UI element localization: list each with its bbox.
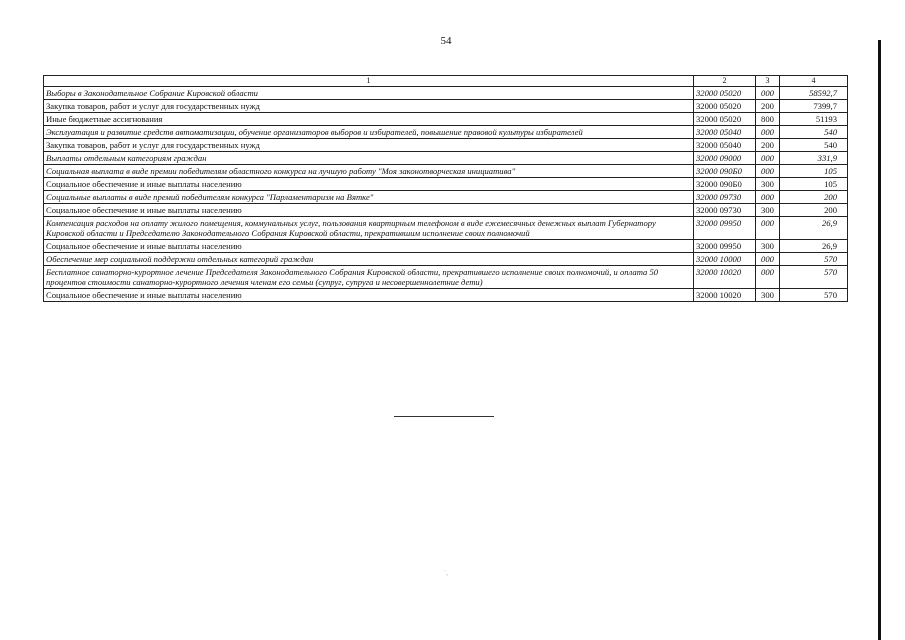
table-row	[44, 87, 848, 100]
row-expense-type: 000	[756, 126, 780, 139]
row-expense-type: 300	[756, 240, 780, 253]
header-col-4: 4	[780, 76, 848, 87]
row-expense-type: 000	[756, 217, 780, 240]
row-expense-type: 000	[756, 152, 780, 165]
table-row	[44, 178, 848, 191]
table-row	[44, 113, 848, 126]
row-expense-type: 000	[756, 266, 780, 289]
row-code: 32000 09000	[694, 152, 756, 165]
row-code: 32000 05020	[694, 87, 756, 100]
row-name: Компенсация расходов на оплату жилого помещения, коммунальных услуг, пользования квартирным телефоном в виде ежемесячных денежных выплат Губернатору Кировской области и Председателю Законодательного Собрания Кировской области, прекратившим исполнение своих полномочий	[44, 217, 694, 240]
row-amount: 58592,7	[780, 87, 848, 100]
row-amount: 570	[780, 289, 848, 302]
row-amount: 331,9	[780, 152, 848, 165]
row-name: Эксплуатация и развитие средств автоматизации, обучение организаторов выборов и избирателей, повышение правовой культуры избирателей	[44, 126, 694, 139]
row-amount: 540	[780, 139, 848, 152]
table-row	[44, 240, 848, 253]
row-code: 32000 05020	[694, 100, 756, 113]
row-expense-type: 000	[756, 87, 780, 100]
row-expense-type: 300	[756, 289, 780, 302]
row-name: Социальное обеспечение и иные выплаты населению	[44, 240, 694, 253]
header-col-2: 2	[694, 76, 756, 87]
table-row	[44, 139, 848, 152]
scan-speck: ˙ˏ	[444, 570, 448, 576]
row-amount: 51193	[780, 113, 848, 126]
row-expense-type: 200	[756, 100, 780, 113]
row-name: Выплаты отдельным категориям граждан	[44, 152, 694, 165]
table-row	[44, 152, 848, 165]
row-amount: 26,9	[780, 217, 848, 240]
row-amount: 105	[780, 165, 848, 178]
row-amount: 105	[780, 178, 848, 191]
row-amount: 26,9	[780, 240, 848, 253]
row-amount: 540	[780, 126, 848, 139]
row-amount: 7399,7	[780, 100, 848, 113]
row-code: 32000 09730	[694, 204, 756, 217]
table-row	[44, 191, 848, 204]
row-expense-type: 000	[756, 191, 780, 204]
header-col-1: 1	[44, 76, 694, 87]
row-code: 32000 09950	[694, 240, 756, 253]
row-name: Выборы в Законодательное Собрание Кировской области	[44, 87, 694, 100]
budget-table	[43, 75, 848, 302]
table-row	[44, 126, 848, 139]
table-row	[44, 165, 848, 178]
table-row	[44, 100, 848, 113]
page-number: 54	[440, 35, 452, 47]
table-row	[44, 266, 848, 289]
row-code: 32000 090Б0	[694, 165, 756, 178]
row-amount: 570	[780, 253, 848, 266]
table-header-row	[44, 76, 848, 87]
row-code: 32000 09950	[694, 217, 756, 240]
row-code: 32000 05040	[694, 139, 756, 152]
row-expense-type: 000	[756, 165, 780, 178]
row-code: 32000 10020	[694, 289, 756, 302]
row-code: 32000 09730	[694, 191, 756, 204]
table-row	[44, 253, 848, 266]
row-name: Закупка товаров, работ и услуг для государственных нужд	[44, 139, 694, 152]
page-edge-line	[878, 40, 881, 640]
row-name: Бесплатное санаторно-курортное лечение Председателя Законодательного Собрания Кировской области, прекратившего исполнение своих полномочий, и оплата 50 процентов стоимости санаторно-курортного лечения членам его семьи (супруг, супруга и несовершеннолетние дети)	[44, 266, 694, 289]
header-col-3: 3	[756, 76, 780, 87]
row-name: Социальное обеспечение и иные выплаты населению	[44, 178, 694, 191]
table-row	[44, 217, 848, 240]
row-name: Закупка товаров, работ и услуг для государственных нужд	[44, 100, 694, 113]
row-expense-type: 800	[756, 113, 780, 126]
row-expense-type: 300	[756, 178, 780, 191]
table-row	[44, 204, 848, 217]
row-code: 32000 10020	[694, 266, 756, 289]
row-code: 32000 05020	[694, 113, 756, 126]
row-name: Обеспечение мер социальной поддержки отдельных категорий граждан	[44, 253, 694, 266]
row-name: Социальные выплаты в виде премий победителям конкурса "Парламентаризм на Вятке"	[44, 191, 694, 204]
row-name: Социальная выплата в виде премии победителям областного конкурса на лучшую работу "Моя законотворческая инициатива"	[44, 165, 694, 178]
row-amount: 200	[780, 191, 848, 204]
row-expense-type: 200	[756, 139, 780, 152]
row-code: 32000 090Б0	[694, 178, 756, 191]
row-name: Социальное обеспечение и иные выплаты населению	[44, 204, 694, 217]
table-row	[44, 289, 848, 302]
horizontal-divider	[394, 416, 494, 417]
row-name: Иные бюджетные ассигнования	[44, 113, 694, 126]
row-expense-type: 300	[756, 204, 780, 217]
row-code: 32000 10000	[694, 253, 756, 266]
row-expense-type: 000	[756, 253, 780, 266]
row-amount: 570	[780, 266, 848, 289]
row-amount: 200	[780, 204, 848, 217]
row-name: Социальное обеспечение и иные выплаты населению	[44, 289, 694, 302]
row-code: 32000 05040	[694, 126, 756, 139]
